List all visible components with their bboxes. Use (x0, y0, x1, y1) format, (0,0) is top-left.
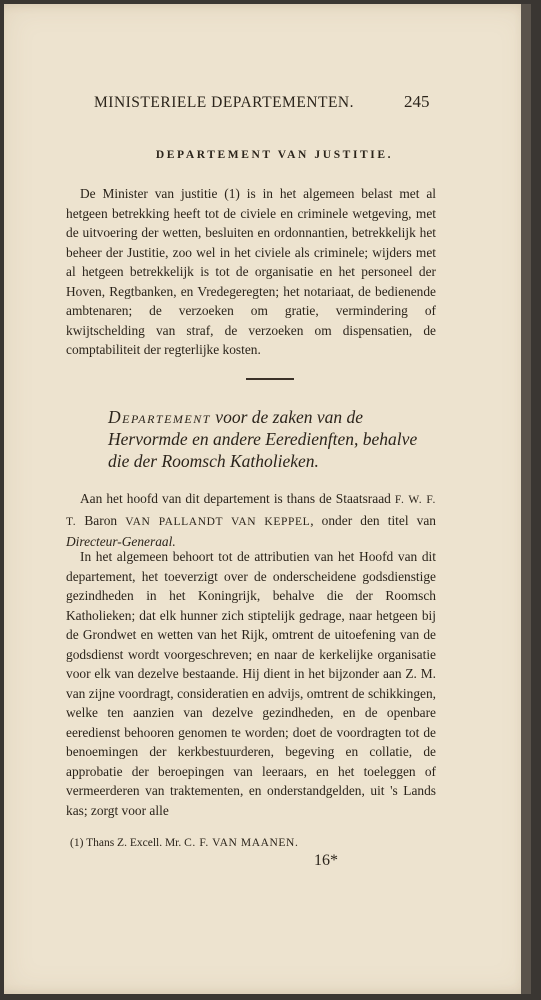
p2-text-3: , onder den titel van (310, 512, 436, 528)
p2-name: VAN PALLANDT VAN KEPPEL (125, 515, 311, 528)
section-heading-hervormde (108, 406, 438, 472)
heading-rest: voor de zaken van de Hervormde en andere Eeredienften, behalve die der Roomsch Katholieken. (108, 407, 418, 471)
p2-text-1: Aan het hoofd van dit departement is thans de Staatsraad (80, 491, 395, 506)
heading-lead: Departement (108, 407, 211, 427)
paragraph-justitie: De Minister van justitie (1) is in het algemeen belast met al hetgeen betrekking heeft tot de civiele en criminele wetgeving, met de uitvoering der wetten, besluiten en ordonnantien, betrekkelijk het beheer der Justitie, zoo wel in het civiele als criminele; wijders met al hetgeen betrekkelijk is tot de organisatie en het personeel der Hoven, Regtbanken, en Vredegeregten; het notariaat, de bedienende ambtenaren; de verzoeken om gratie, vermindering of kwijtschelding van straf, de verzoeken om dispensatien, de comptabiliteit der regterlijke kosten. (66, 186, 436, 357)
footnote-text: (1) Thans Z. Excell. Mr. (70, 837, 182, 849)
p2-text-2: Baron (76, 512, 126, 528)
signature-mark: 16* (314, 852, 338, 869)
p2-title: Directeur-Generaal. (66, 534, 176, 549)
paragraph-attributien: In het algemeen behoort tot de attributien van het Hoofd van dit departement, het toeverzigt over de onderscheidene godsdienstige gezindheden in het Koningrijk, behalve die der Roomsch Katholieken; dat elk hunner zich stiptelijk gedrage, naar hetgeen bij de Grondwet en wetten van het Rijk, omtrent de uitoefening van de godsdienst wordt voorgeschreven; en naar de kerkelijke organisatie voor elk van dezelve bestaande. Hij dient in het bijzonder aan Z. M. van zijne voordragt, consideratien en advijs, omtrent de schikkingen, welke ten aanzien van dezelve gezindheden, en de openbare eeredienst behooren genomen te worden; doet de voordragten tot de benoemingen der kerkbestuurderen, begeving en collatie, de approbatie der beroepingen van leeraars, en het toeleggen of vermeerderen van traktementen, en onderstandgelden, uit 's Lands kas; zorgt voor alle (66, 549, 436, 818)
footnote (70, 837, 298, 849)
paragraph-directeur (66, 489, 436, 552)
book-page (4, 4, 530, 994)
section-divider (246, 378, 294, 380)
p2-initials: F. W. F. T. (66, 494, 436, 528)
running-head-title: MINISTERIELE DEPARTEMENTEN. (94, 94, 354, 111)
page-number: 245 (404, 92, 430, 111)
section-title: DEPARTEMENT VAN JUSTITIE. (155, 149, 394, 161)
book-spine-edge (521, 4, 531, 994)
running-head (94, 94, 439, 112)
footnote-name: C. F. VAN MAANEN. (184, 837, 299, 849)
